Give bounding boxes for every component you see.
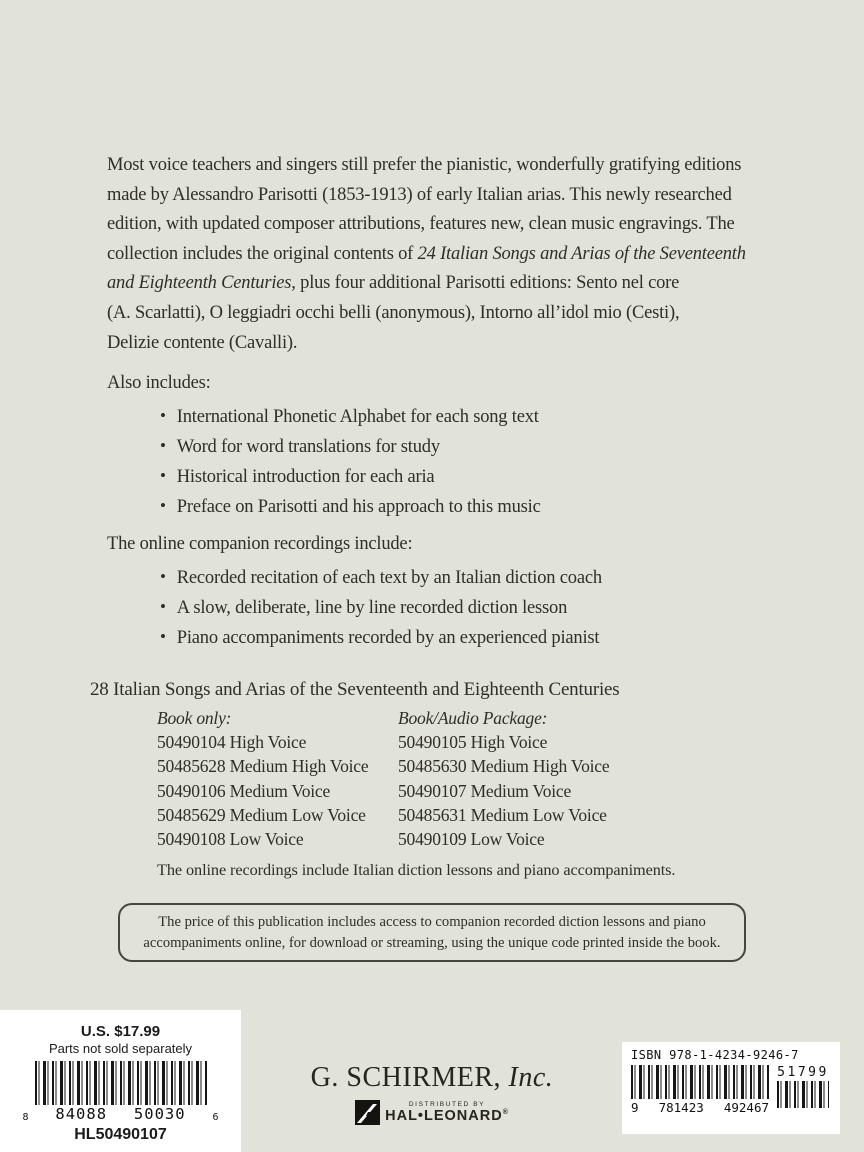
catalog-cell: 50485630 Medium High Voice: [398, 756, 610, 777]
intro-text: collection includes the original contents of: [107, 243, 418, 264]
list-item: [160, 402, 541, 432]
book-only-header: Book only:: [157, 708, 232, 728]
ean-lead-digit: 9: [631, 1100, 639, 1115]
catalog-cell: 50485629 Medium Low Voice: [157, 804, 366, 825]
list-item-text: Preface on Parisotti and his approach to this music: [176, 497, 541, 517]
intro-text: edition, with updated composer attributions, features new, clean music engravings. The: [107, 214, 735, 235]
catalog-cell: 50490104 High Voice: [157, 732, 307, 753]
price-label: U.S. $17.99: [80, 1023, 161, 1040]
also-includes-heading: Also includes:: [107, 373, 211, 393]
isbn-label-box: [622, 1042, 840, 1134]
price-notice-line: The price of this publication includes access to companion recorded diction lessons and piano: [158, 914, 706, 930]
parts-note: Parts not sold separately: [48, 1041, 193, 1056]
also-includes-list: [160, 402, 541, 522]
intro-text: , plus four additional Parisotti editions: Sento nel core: [291, 273, 680, 294]
upc-barcode: [35, 1061, 207, 1105]
distributed-by-label: DISTRIBUTED BY: [408, 1101, 486, 1108]
recordings-note: The online recordings include Italian diction lessons and piano accompaniments.: [157, 860, 676, 879]
intro-text: made by Alessandro Parisotti (1853-1913) of early Italian arias. This newly researched: [107, 184, 732, 205]
publisher-name-roman: G. SCHIRMER,: [310, 1062, 502, 1093]
ean-row: [631, 1065, 831, 1115]
upc-digits: [23, 1105, 219, 1123]
catalog-heading: 28 Italian Songs and Arias of the Seventeenth and Eighteenth Centuries: [90, 679, 620, 700]
distributor-name: [385, 1108, 509, 1124]
recordings-heading: The online companion recordings include:: [107, 534, 413, 554]
list-item-text: Historical introduction for each aria: [176, 467, 435, 487]
list-item: [160, 593, 602, 623]
list-item-text: International Phonetic Alphabet for each song text: [176, 407, 539, 427]
list-item: [160, 462, 541, 492]
catalog-cell: 50490108 Low Voice: [157, 828, 304, 849]
price-notice-line: accompaniments online, for download or streaming, using the unique code printed inside the book.: [143, 934, 721, 951]
upc-group: 84088: [55, 1105, 108, 1123]
intro-line: [107, 151, 746, 181]
ean-barcode: [631, 1065, 769, 1099]
intro-text: Most voice teachers and singers still prefer the pianistic, wonderfully gratifying editions: [107, 155, 742, 175]
publisher-name: [262, 1062, 602, 1094]
list-item-text: Piano accompaniments recorded by an experienced pianist: [176, 628, 600, 648]
catalog-cell: 50490106 Medium Voice: [157, 780, 331, 801]
catalog-cell: 50490107 Medium Voice: [398, 780, 572, 801]
intro-line: [107, 240, 746, 270]
price-notice-box: [118, 903, 746, 962]
upc-lead-digit: 8: [22, 1112, 29, 1123]
intro-line: [107, 181, 746, 211]
book-title-italic: and Eighteenth Centuries: [107, 273, 292, 294]
upc-check-digit: 6: [212, 1112, 219, 1123]
recordings-list: [160, 563, 602, 653]
intro-line: [107, 299, 746, 329]
list-item: [160, 623, 602, 653]
intro-line: [107, 269, 746, 299]
book-title-italic: 24 Italian Songs and Arias of the Seventeenth: [417, 243, 746, 264]
ean-supplement-number: 51799: [777, 1065, 829, 1080]
catalog-cell: 50485631 Medium Low Voice: [398, 804, 607, 825]
upc-group: 50030: [133, 1105, 186, 1123]
publisher-block: [262, 1062, 602, 1125]
list-item-text: Recorded recitation of each text by an Italian diction coach: [176, 568, 602, 588]
catalog-cell: 50490109 Low Voice: [398, 828, 545, 849]
list-item: [160, 492, 541, 522]
hal-leonard-logo-icon: [355, 1100, 380, 1125]
ean-supplement-barcode: [777, 1081, 829, 1108]
intro-text: (A. Scarlatti), O leggiadri occhi belli (anonymous), Intorno all’idol mio (Cesti),: [107, 302, 680, 323]
ean-group: 492467: [723, 1100, 769, 1115]
upc-label-box: [0, 1010, 241, 1152]
list-item: [160, 563, 602, 593]
distributor-row: [262, 1100, 602, 1125]
ean-main: [631, 1065, 769, 1115]
publisher-name-inc: Inc.: [501, 1062, 554, 1093]
distributor-text: [385, 1101, 509, 1124]
list-item-text: Word for word translations for study: [176, 437, 440, 457]
list-item-text: A slow, deliberate, line by line recorded diction lesson: [176, 598, 568, 618]
catalog-table: [157, 706, 609, 851]
list-item: [160, 432, 541, 462]
book-audio-header: Book/Audio Package:: [398, 708, 548, 728]
catalog-cell: 50490105 High Voice: [398, 732, 548, 753]
ean-group: 781423: [658, 1100, 704, 1115]
ean-digits: [631, 1100, 769, 1115]
ean-supplement: [775, 1065, 831, 1115]
registered-mark: ®: [502, 1109, 509, 1117]
distributor-name-text: HAL•LEONARD: [385, 1108, 503, 1124]
intro-line: [107, 329, 746, 359]
catalog-cell: 50485628 Medium High Voice: [157, 756, 369, 777]
hl-catalog-number: HL50490107: [74, 1126, 167, 1143]
intro-paragraph: [107, 151, 746, 358]
isbn-label: ISBN 978-1-4234-9246-7: [631, 1048, 799, 1062]
intro-text: Delizie contente (Cavalli).: [107, 332, 298, 353]
intro-line: [107, 210, 746, 240]
